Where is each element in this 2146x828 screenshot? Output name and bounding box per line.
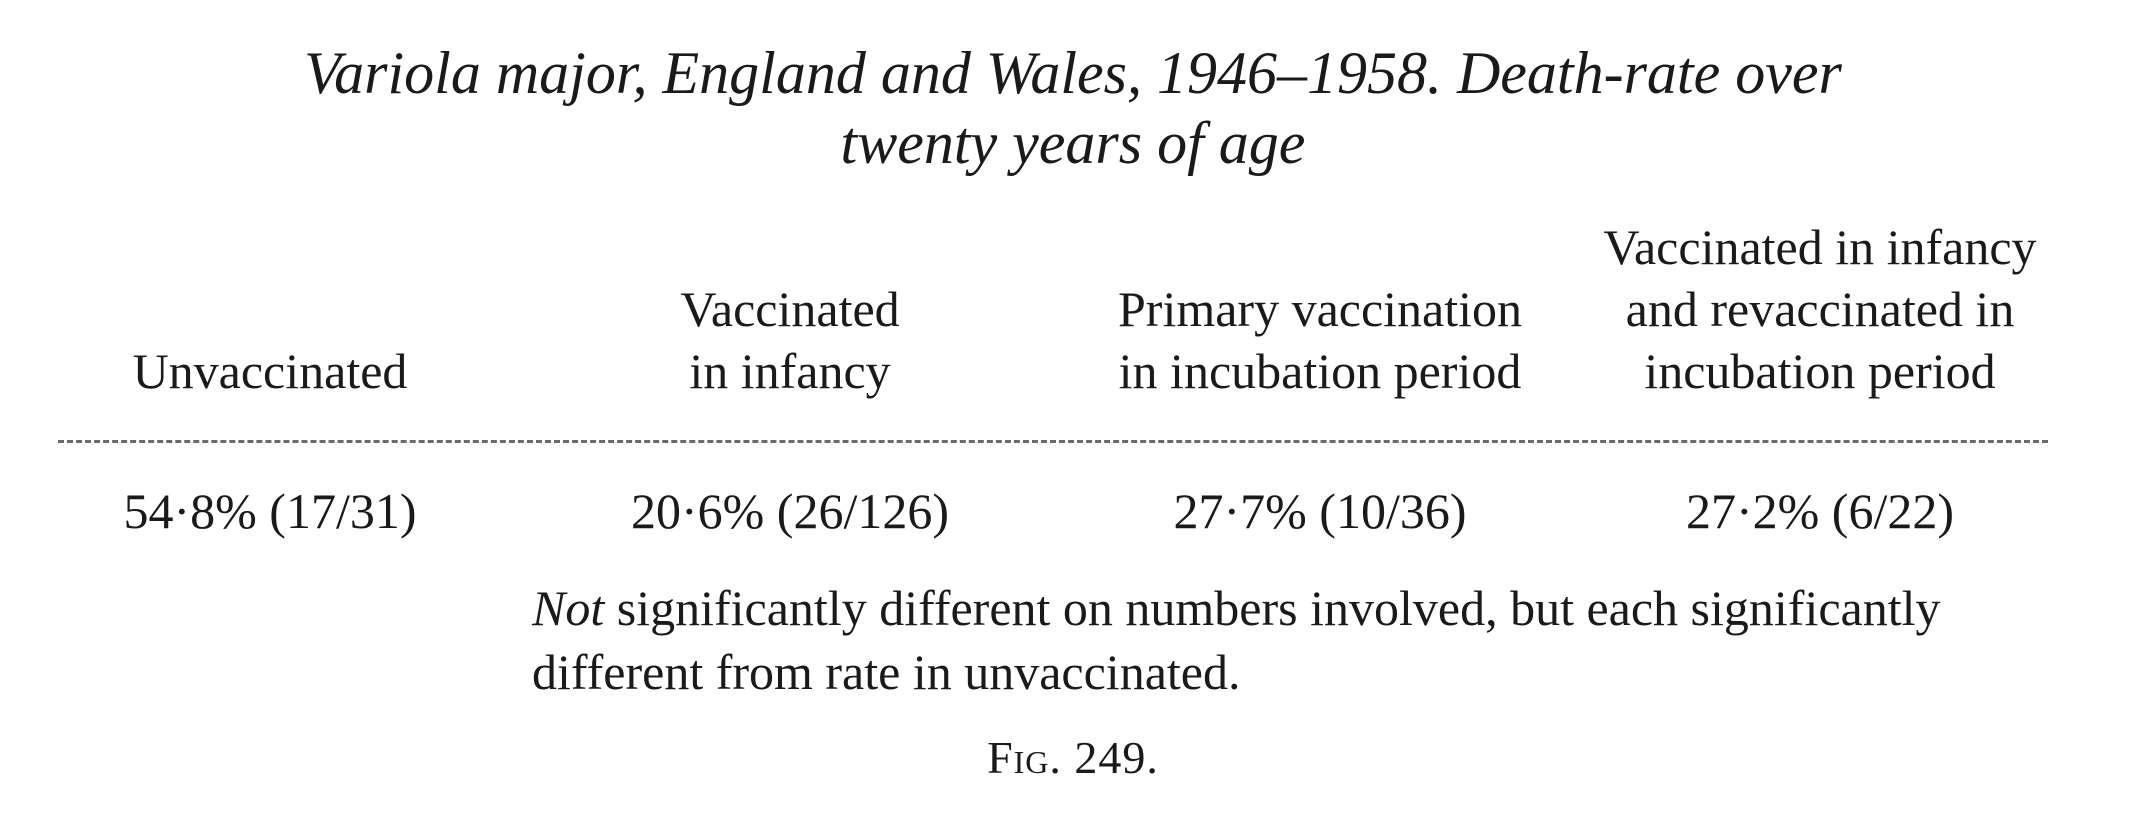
note-emphasis: Not bbox=[532, 580, 605, 636]
value-unvaccinated: 54·8% (17/31) bbox=[123, 483, 417, 539]
figure-title bbox=[0, 38, 2146, 178]
figure-title-line-1: Variola major, England and Wales, 1946–1958. Death-rate over bbox=[304, 40, 1842, 106]
value-primary-vaccination: 27·7% (10/36) bbox=[1173, 483, 1467, 539]
figure-label-number: 249. bbox=[1074, 732, 1159, 783]
column-header-line: Primary vaccination bbox=[1117, 281, 1523, 337]
column-header-line: Vaccinated in infancy bbox=[1603, 219, 2037, 275]
significance-note bbox=[532, 576, 2092, 704]
column-header-line: Unvaccinated bbox=[132, 343, 408, 399]
column-header-line: in incubation period bbox=[1118, 343, 1522, 399]
column-header-unvaccinated bbox=[100, 222, 440, 402]
figure-label bbox=[0, 730, 2146, 786]
note-text: significantly different on numbers involved, but each significantly different from rate in unvaccinated. bbox=[532, 580, 1941, 700]
table-divider bbox=[58, 440, 2048, 443]
column-header-line: Vaccinated bbox=[680, 281, 900, 337]
value-vaccinated-infancy: 20·6% (26/126) bbox=[631, 483, 949, 539]
figure-label-prefix: Fig. bbox=[987, 732, 1062, 783]
column-header-line: incubation period bbox=[1644, 343, 1996, 399]
column-header-vaccinated-infancy bbox=[600, 222, 980, 402]
column-header-line: in infancy bbox=[689, 343, 891, 399]
column-header-revaccinated bbox=[1580, 219, 2060, 402]
column-header-primary-vaccination bbox=[1060, 222, 1580, 402]
value-revaccinated: 27·2% (6/22) bbox=[1686, 483, 1954, 539]
column-header-line: and revaccinated in bbox=[1625, 281, 2015, 337]
figure-title-line-2: twenty years of age bbox=[840, 110, 1306, 176]
